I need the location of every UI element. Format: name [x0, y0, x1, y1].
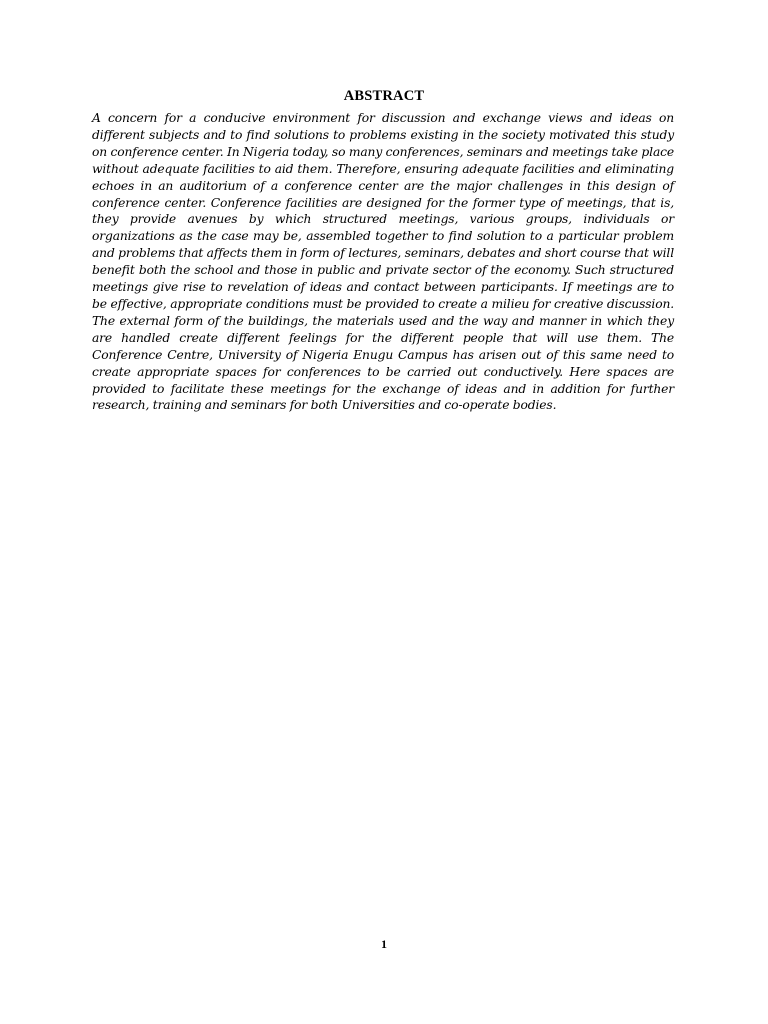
page-number: 1	[381, 937, 387, 951]
abstract-paragraph: A concern for a conducive environment for discussion and exchange views and ideas on different subjects and to find solutions to problems existing in the society motivated this study on conference center. In Nigeria today, so many conferences, seminars and meetings take place without adequate facilities to aid them. Therefore, ensuring adequate facilities and eliminating echoes in an auditorium of a conference center are the major challenges in this design of conference center. Conference facilities are designed for the former type of meetings, that is, they provide avenues by which structured meetings, various groups, individuals or organizations as the case may be, assembled together to find solution to a particular problem and problems that affects them in form of lectures, seminars, debates and short course that will benefit both the school and those in public and private sector of the economy. Such structured meetings give rise to revelation of ideas and contact between participants. If meetings are to be effective, appropriate conditions must be provided to create a milieu for creative discussion. The external form of the buildings, the materials used and the way and manner in which they are handled create different feelings for the different people that will use them. The Conference Centre, University of Nigeria Enugu Campus has arisen out of this same need to create appropriate spaces for conferences to be carried out conductively. Here spaces are provided to facilitate these meetings for the exchange of ideas and in addition for further research, training and seminars for both Universities and co-operate bodies.	[92, 111, 674, 413]
page-title: ABSTRACT	[343, 88, 425, 104]
